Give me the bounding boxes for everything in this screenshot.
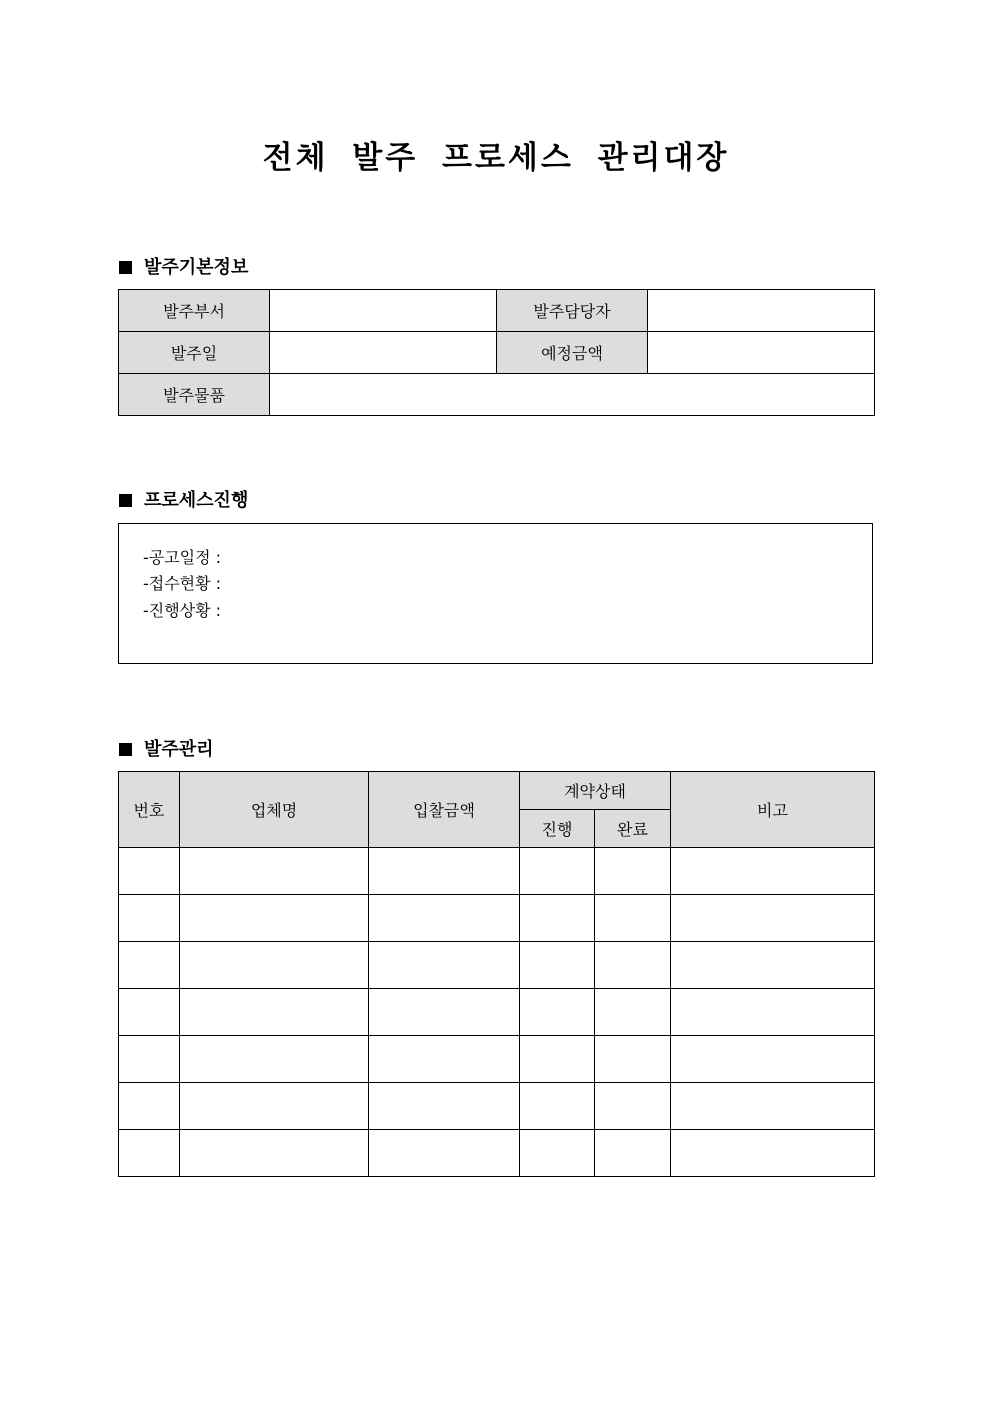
amount-label: 예정금액	[497, 332, 648, 374]
process-line-schedule: -공고일정 :	[143, 548, 222, 567]
table-row	[119, 989, 875, 1036]
cell-note[interactable]	[671, 848, 875, 895]
item-label: 발주물품	[119, 374, 270, 416]
cell-note[interactable]	[671, 895, 875, 942]
cell-done[interactable]	[595, 989, 671, 1036]
cell-done[interactable]	[595, 1130, 671, 1177]
section-basic-label: 발주기본정보	[144, 257, 249, 278]
cell-progress[interactable]	[520, 1130, 595, 1177]
cell-note[interactable]	[671, 1036, 875, 1083]
cell-company[interactable]	[180, 1036, 369, 1083]
header-bid: 입찰금액	[369, 772, 520, 848]
cell-progress[interactable]	[520, 1036, 595, 1083]
cell-done[interactable]	[595, 1036, 671, 1083]
basic-info-row	[119, 332, 875, 374]
header-note: 비고	[671, 772, 875, 848]
cell-no[interactable]	[119, 895, 180, 942]
header-no: 번호	[119, 772, 180, 848]
table-row	[119, 1130, 875, 1177]
cell-bid[interactable]	[369, 895, 520, 942]
cell-company[interactable]	[180, 1130, 369, 1177]
header-done: 완료	[595, 810, 671, 848]
cell-bid[interactable]	[369, 848, 520, 895]
table-row	[119, 895, 875, 942]
header-progress: 진행	[520, 810, 595, 848]
section-management-label: 발주관리	[144, 739, 214, 760]
document-title: 전체 발주 프로세스 관리대장	[262, 140, 730, 176]
table-row	[119, 848, 875, 895]
cell-bid[interactable]	[369, 1036, 520, 1083]
cell-note[interactable]	[671, 989, 875, 1036]
table-row	[119, 1083, 875, 1130]
process-box[interactable]	[118, 523, 873, 664]
amount-field[interactable]	[648, 332, 875, 374]
cell-note[interactable]	[671, 942, 875, 989]
manager-label: 발주담당자	[497, 290, 648, 332]
cell-company[interactable]	[180, 942, 369, 989]
square-bullet-icon	[119, 494, 132, 507]
cell-done[interactable]	[595, 848, 671, 895]
management-header-row	[119, 772, 875, 810]
item-field[interactable]	[270, 374, 875, 416]
cell-no[interactable]	[119, 1083, 180, 1130]
basic-info-row	[119, 374, 875, 416]
cell-bid[interactable]	[369, 1083, 520, 1130]
cell-company[interactable]	[180, 1083, 369, 1130]
dept-field[interactable]	[270, 290, 497, 332]
process-line-reception: -접수현황 :	[143, 574, 222, 593]
cell-no[interactable]	[119, 848, 180, 895]
section-process-heading	[119, 486, 248, 512]
table-row	[119, 1036, 875, 1083]
process-line-status: -진행상황 :	[143, 601, 222, 620]
cell-company[interactable]	[180, 848, 369, 895]
date-field[interactable]	[270, 332, 497, 374]
cell-note[interactable]	[671, 1083, 875, 1130]
cell-progress[interactable]	[520, 895, 595, 942]
cell-bid[interactable]	[369, 942, 520, 989]
header-contract: 계약상태	[520, 772, 671, 810]
cell-progress[interactable]	[520, 989, 595, 1036]
cell-bid[interactable]	[369, 1130, 520, 1177]
basic-info-table	[118, 289, 875, 416]
square-bullet-icon	[119, 261, 132, 274]
cell-done[interactable]	[595, 942, 671, 989]
cell-no[interactable]	[119, 942, 180, 989]
square-bullet-icon	[119, 743, 132, 756]
basic-info-row	[119, 290, 875, 332]
cell-progress[interactable]	[520, 1083, 595, 1130]
cell-no[interactable]	[119, 1036, 180, 1083]
cell-no[interactable]	[119, 989, 180, 1036]
dept-label: 발주부서	[119, 290, 270, 332]
cell-note[interactable]	[671, 1130, 875, 1177]
cell-progress[interactable]	[520, 848, 595, 895]
cell-done[interactable]	[595, 895, 671, 942]
cell-company[interactable]	[180, 895, 369, 942]
cell-no[interactable]	[119, 1130, 180, 1177]
management-table	[118, 771, 875, 1177]
cell-done[interactable]	[595, 1083, 671, 1130]
manager-field[interactable]	[648, 290, 875, 332]
section-management-heading	[119, 735, 214, 761]
cell-bid[interactable]	[369, 989, 520, 1036]
cell-progress[interactable]	[520, 942, 595, 989]
section-process-label: 프로세스진행	[144, 490, 249, 511]
table-row	[119, 942, 875, 989]
section-basic-heading	[119, 253, 248, 279]
date-label: 발주일	[119, 332, 270, 374]
header-company: 업체명	[180, 772, 369, 848]
cell-company[interactable]	[180, 989, 369, 1036]
